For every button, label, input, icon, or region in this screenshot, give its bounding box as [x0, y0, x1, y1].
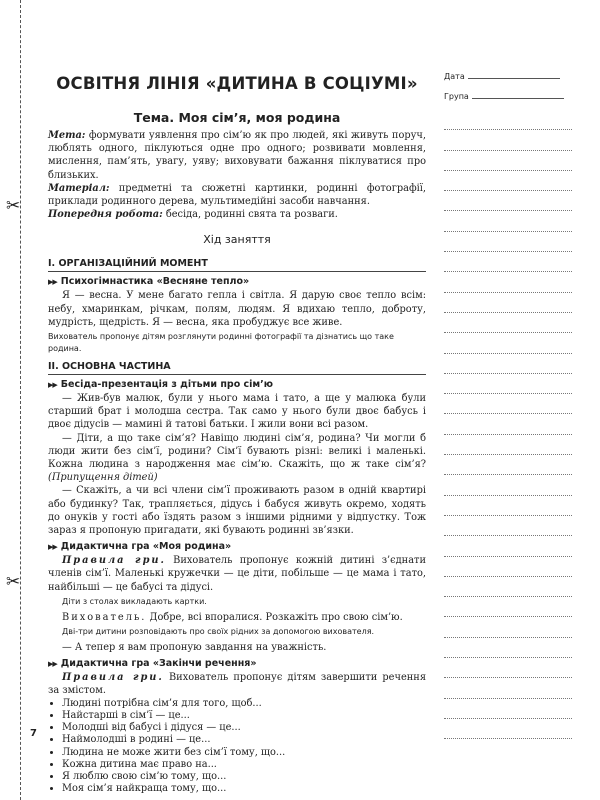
note-line [444, 577, 572, 597]
note-line [444, 333, 572, 353]
intro-prework: Попередня робота: бесіда, родинні свята та розваги. [48, 209, 338, 221]
scissors-icon: ✂ [6, 572, 21, 592]
note-line [444, 272, 572, 292]
course-title: Хід заняття [203, 233, 271, 247]
list-item: • Людина не може жити без сім’ї тому, що... [62, 747, 426, 759]
note-line [444, 435, 572, 455]
story-paragraph: — Жив-був малюк, були у нього мама і тато, а ще у малюка були старший брат і молодша сестра. Так само у нього були двоє бабусь і двоє дідусів — мамині й татові батьки. І жили вони всі разом. [48, 393, 426, 431]
note-line [444, 455, 572, 475]
list-item: • Я люблю свою сім’ю тому, що... [62, 771, 426, 783]
intro-goal: Мета: формувати уявлення про сім’ю як про людей, які живуть поруч, люблять одного, піклуються одне про одного; розвивати мовлення, мислення, пам’ять, увагу, уяву; виховувати бажання піклуватися про близьких. [48, 130, 426, 181]
note-line [444, 536, 572, 556]
note-line [444, 354, 572, 374]
note-line [444, 293, 572, 313]
note-line [444, 252, 572, 272]
teacher-line: Вихователь. Добре, всі впоралися. Розкажіть про свою сім’ю. [62, 611, 403, 623]
note-line [444, 211, 572, 231]
storytelling-note: Дві-три дитини розповідають про своїх рідних за допомогою вихователя. [62, 627, 375, 637]
note-line [444, 313, 572, 333]
sub-heading-psychogymnastics: ▶▶ Психогімнастика «Весняне тепло» [48, 276, 250, 288]
group-line[interactable] [472, 90, 564, 99]
list-item: • Моя сім’я найкраща тому, що... [62, 783, 426, 795]
relatives-paragraph: — Скажіть, а чи всі члени сім’ї проживають разом в одній квартирі або будинку? Так, трапляється, дідусь і бабуся живуть окремо, ходять до онуків у гості або їздять разом з іншими рідними у відпустку. Тож зараз я пропоную пригадати, які бувають родинні зв’язки. [48, 485, 426, 537]
note-line [444, 374, 572, 394]
note-line [444, 638, 572, 658]
note-line [444, 658, 572, 678]
double-arrow-icon: ▶▶ [48, 381, 57, 390]
double-arrow-icon: ▶▶ [48, 278, 57, 287]
note-line [444, 516, 572, 536]
notes-sidebar [444, 70, 572, 739]
note-lines [444, 110, 572, 739]
teacher-note: Вихователь пропонує дітям розглянути родинні фотографії та дізнатись що таке родина. [48, 332, 394, 354]
note-line [444, 475, 572, 495]
game-rules: Правила гри. Вихователь пропонує кожній дитині з’єднати членів сім’ї. Маленькі кружечки — це діти, побільше — це мама і тато, найбільші — це бабусі та дідусі. [48, 555, 426, 593]
children-note: Діти з столах викладають картки. [62, 596, 207, 606]
double-arrow-icon: ▶▶ [48, 660, 57, 669]
list-item: • Кожна дитина має право на... [62, 759, 426, 771]
note-line [444, 130, 572, 150]
main-content [48, 68, 426, 795]
cut-line [20, 0, 21, 800]
psychogymnastics-text: Я — весна. У мене багато гепла і світла. Я дарую своє тепло всім: небу, хмаринкам, річкам, полям, людям. Я вдихаю тепло, доброту, мудрість, щедрість. Я — весна, яка пробуджує все живе. [48, 290, 426, 328]
note-line [444, 151, 572, 171]
intro-materials: Матеріал: предметні та сюжетні картинки, родинні фотографії, приклади родинного дерева, мультимедійні засоби навчання. [48, 182, 426, 208]
note-line [444, 699, 572, 719]
note-line [444, 394, 572, 414]
question-paragraph: — Діти, а що таке сім’я? Навіщо людині сім’я, родина? Чи могли б люди жити без сім’ї, родини? Сім’ї бувають різні: великі і маленькі. Кожна людина з народження має сім’ю. Скажіть, що ж таке сім’я? (Припущення дітей) [48, 432, 426, 484]
sub-heading-conversation: ▶▶ Бесіда-презентація з дітьми про сім’ю [48, 379, 274, 391]
list-item: • Людині потрібна сім’я для того, щоб... [62, 698, 426, 710]
lesson-topic: Тема. Моя сім’я, моя родина [133, 110, 341, 125]
note-line [444, 719, 572, 739]
note-line [444, 557, 572, 577]
page-title: ОСВІТНЯ ЛІНІЯ «ДИТИНА В СОЦІУМІ» [56, 74, 418, 93]
game-rules-sentence: Правила гри. Вихователь пропонує дітям завершити речення за змістом. [48, 672, 426, 697]
sentence-list [48, 698, 426, 796]
list-item: • Молодші від бабусі і дідуся — це... [62, 722, 426, 734]
note-line [444, 110, 572, 130]
date-line[interactable] [468, 70, 560, 79]
note-line [444, 414, 572, 434]
group-field[interactable]: Група [444, 90, 572, 101]
note-line [444, 496, 572, 516]
list-item: • Найстарші в сім’ї — це... [62, 710, 426, 722]
note-line [444, 232, 572, 252]
note-line [444, 678, 572, 698]
note-line [444, 617, 572, 637]
date-field[interactable]: Дата [444, 70, 572, 81]
page-number: 7 [30, 728, 37, 739]
list-item: • Наймолодші в родині — це... [62, 734, 426, 746]
double-arrow-icon: ▶▶ [48, 543, 57, 552]
attention-task: — А тепер я вам пропоную завдання на уважність. [62, 642, 327, 654]
section-heading-organizational: І. ОРГАНІЗАЦІЙНИЙ МОМЕНТ [48, 258, 426, 272]
note-line [444, 191, 572, 211]
note-line [444, 171, 572, 191]
sub-heading-game-family: ▶▶ Дидактична гра «Моя родина» [48, 541, 232, 553]
note-line [444, 597, 572, 617]
sub-heading-game-sentence: ▶▶ Дидактична гра «Закінчи речення» [48, 658, 257, 670]
section-heading-main: ІІ. ОСНОВНА ЧАСТИНА [48, 361, 426, 375]
scissors-icon: ✂ [6, 196, 21, 216]
